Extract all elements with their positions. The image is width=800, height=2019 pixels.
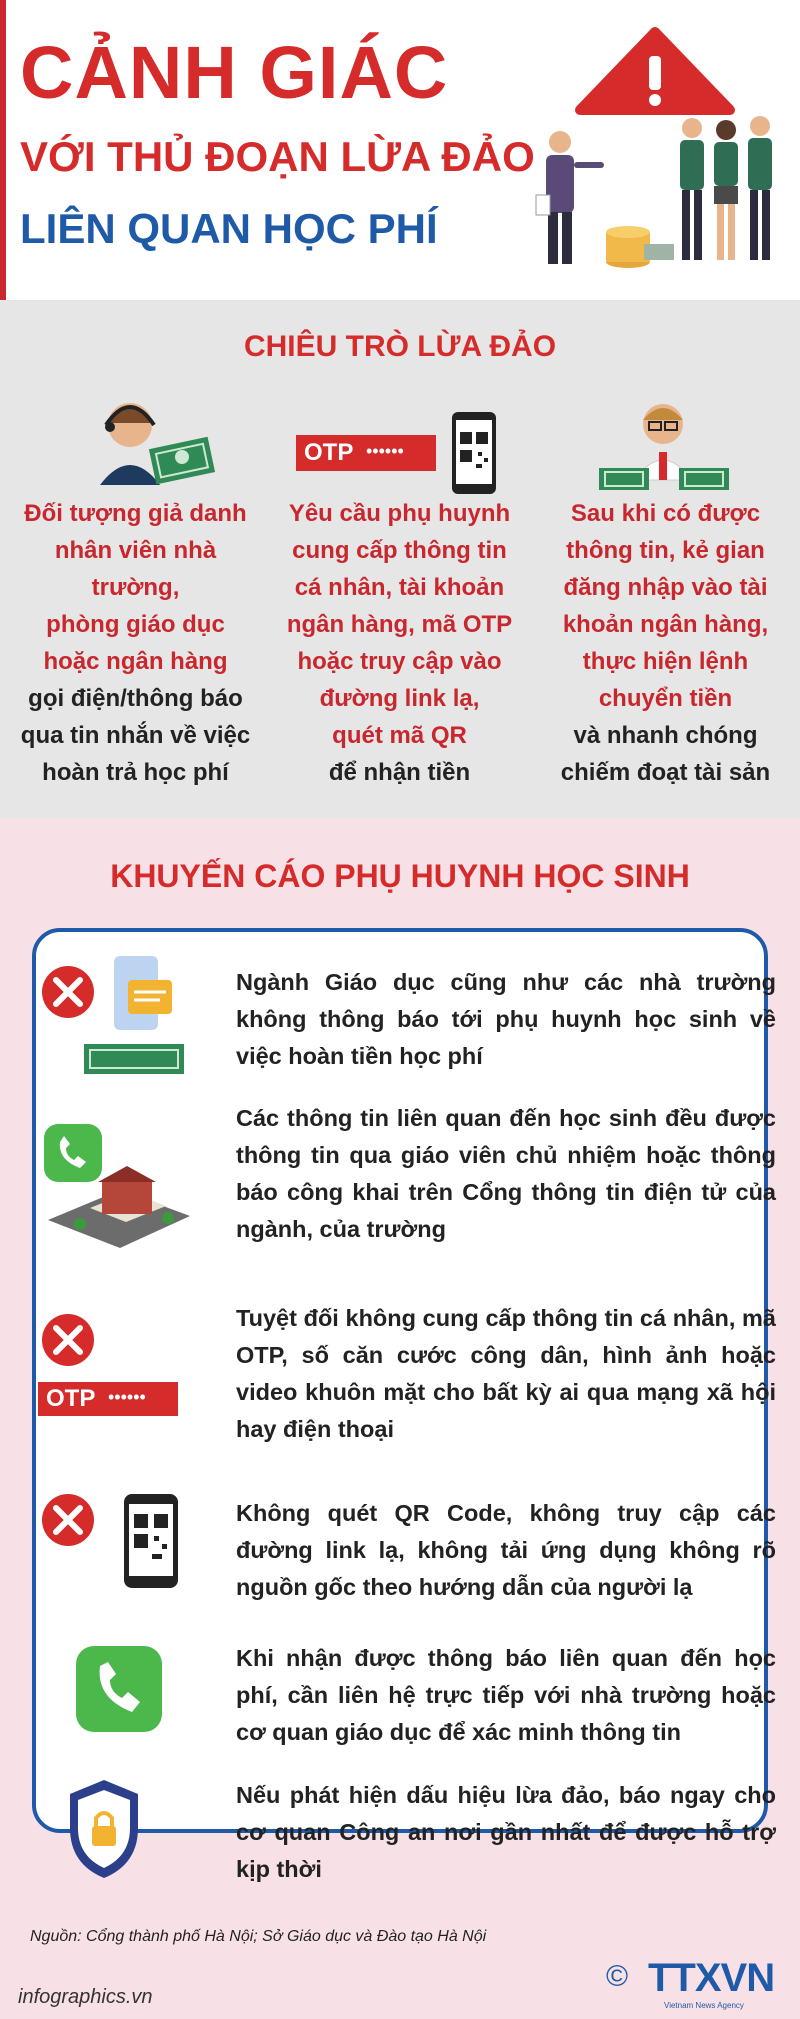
- trick-3-line: chuyển tiền: [598, 685, 733, 712]
- trick-2-line: hoặc truy cập vào: [297, 648, 502, 675]
- trick-1-line: gọi điện/thông báo: [28, 685, 243, 712]
- otp-dots: ••••••: [108, 1387, 146, 1407]
- otp-badge: [296, 435, 436, 471]
- warning-triangle-icon: [580, 32, 730, 110]
- trick-2-line: cá nhân, tài khoản: [294, 574, 505, 601]
- trick-2-line: đường link lạ,: [319, 685, 480, 712]
- copyright-symbol: ©: [606, 1960, 629, 1993]
- agency-subtitle: Vietnam News Agency: [664, 2001, 744, 2010]
- trick-2-line: cung cấp thông tin: [292, 537, 507, 564]
- trick-column-1: [8, 495, 263, 791]
- advice-item-5: Khi nhận được thông báo liên quan đến học phí, cần liên hệ trực tiếp với nhà trường hoặc cơ quan giáo dục để xác minh thông tin: [236, 1645, 776, 1745]
- title-line-3: LIÊN QUAN HỌC PHÍ: [20, 205, 438, 252]
- source-note: Nguồn: Cổng thành phố Hà Nội; Sở Giáo dục và Đào tạo Hà Nội: [30, 1928, 487, 1945]
- trick-column-3: [538, 495, 793, 791]
- police-shield-icon: [64, 1774, 144, 1884]
- trick-1-line: hoàn trả học phí: [42, 759, 229, 786]
- trick-1-line: phòng giáo dục: [46, 611, 225, 638]
- trick-3-line: thông tin, kẻ gian: [566, 537, 765, 564]
- trick-3-line: đăng nhập vào tài: [563, 574, 768, 601]
- header: [0, 0, 800, 300]
- close-icon: [40, 1492, 100, 1552]
- phone-school-icon: [40, 1120, 200, 1250]
- otp-label: OTP: [304, 439, 354, 466]
- title-line-2: VỚI THỦ ĐOẠN LỪA ĐẢO: [20, 133, 535, 180]
- trick-3-line: khoản ngân hàng,: [562, 611, 769, 638]
- call-agent-icon: [80, 385, 220, 495]
- trick-3-line: thực hiện lệnh: [582, 648, 749, 675]
- agency-logo: TTXVN: [648, 1956, 775, 2000]
- trick-2-line: ngân hàng, mã OTP: [286, 611, 513, 638]
- warning-people-illustration: [520, 10, 790, 280]
- trick-column-2: [272, 495, 527, 791]
- trick-1-line: nhân viên nhà trường,: [54, 537, 217, 601]
- advice-panel: [32, 928, 776, 1882]
- tricks-section: [0, 300, 800, 818]
- advice-title: KHUYẾN CÁO PHỤ HUYNH HỌC SINH: [110, 858, 690, 894]
- advice-item-1: Ngành Giáo dục cũng như các nhà trường không thông báo tới phụ huynh học sinh về việc hoàn tiền học phí: [236, 969, 776, 1069]
- thief-money-icon: [595, 390, 730, 500]
- tricks-title: CHIÊU TRÒ LỪA ĐẢO: [243, 330, 557, 363]
- trick-2-line: quét mã QR: [332, 722, 467, 749]
- otp-badge: [38, 1382, 178, 1416]
- phone-qr-icon: [450, 410, 498, 496]
- trick-2-line: Yêu cầu phụ huynh: [288, 500, 511, 527]
- teacher-figure: [536, 131, 604, 264]
- message-money-icon: [40, 952, 190, 1082]
- site-name: infographics.vn: [18, 1986, 153, 2008]
- otp-label: OTP: [46, 1385, 96, 1412]
- advice-item-2: Các thông tin liên quan đến học sinh đều được thông tin qua giáo viên chủ nhiệm hoặc thông báo công khai trên Cổng thông tin điện tử của ngành, của trường: [236, 1105, 776, 1242]
- coin-stack: [606, 226, 674, 268]
- phone-icon: [74, 1644, 164, 1734]
- trick-1-line: Đối tượng giả danh: [24, 500, 247, 527]
- otp-dots: ••••••: [366, 441, 404, 461]
- phone-qr-icon: [122, 1492, 182, 1592]
- advice-item-3: Tuyệt đối không cung cấp thông tin cá nhân, mã OTP, số căn cước công dân, hình ảnh hoặc video khuôn mặt cho bất kỳ ai qua mạng xã hội hay điện thoại: [236, 1305, 776, 1442]
- close-icon: [40, 1312, 100, 1372]
- trick-1-line: hoặc ngân hàng: [43, 648, 228, 675]
- trick-2-line: để nhận tiền: [328, 759, 471, 786]
- trick-3-line: chiếm đoạt tài sản: [560, 759, 771, 786]
- title-line-1: CẢNH GIÁC: [20, 31, 449, 114]
- advice-item-4: Không quét QR Code, không truy cập các đường link lạ, không tải ứng dụng không rõ nguồn gốc theo hướng dẫn của người lạ: [236, 1500, 776, 1600]
- trick-3-line: và nhanh chóng: [573, 722, 758, 749]
- students-group: [680, 116, 772, 260]
- trick-1-line: qua tin nhắn về việc: [20, 722, 251, 749]
- advice-item-6: Nếu phát hiện dấu hiệu lừa đảo, báo ngay cho cơ quan Công an nơi gần nhất để được hỗ trợ kịp thời: [236, 1782, 776, 1882]
- advice-section: [0, 818, 800, 2019]
- trick-3-line: Sau khi có được: [570, 500, 761, 527]
